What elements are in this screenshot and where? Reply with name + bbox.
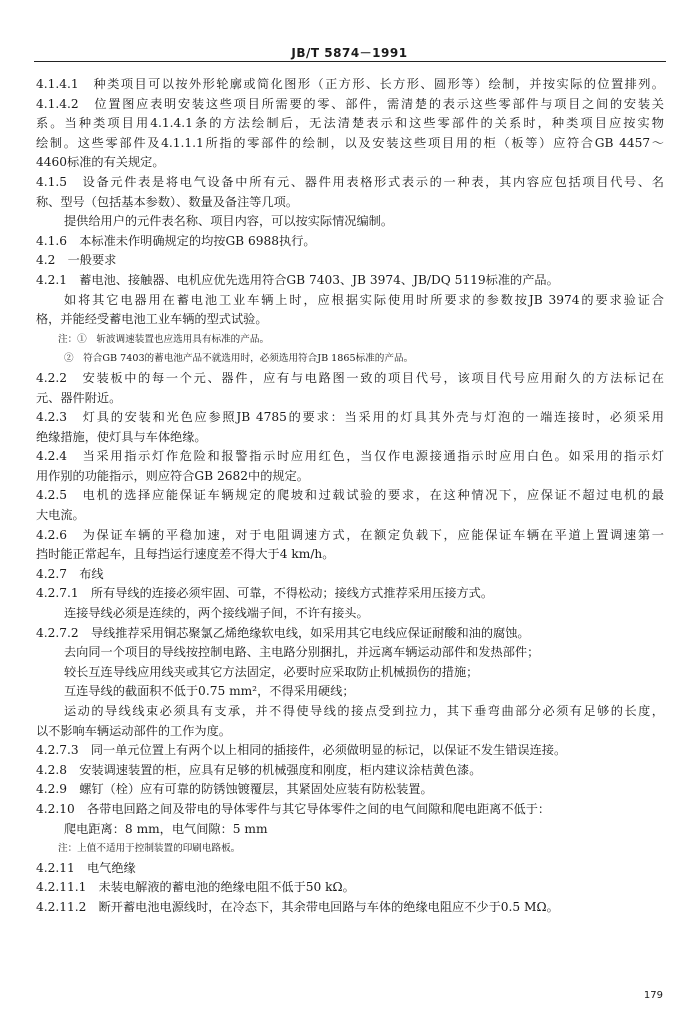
text-line: 大电流。 (36, 508, 85, 523)
text-line: 以不影响车辆运动部件的工作为度。 (36, 723, 231, 738)
text-line: 4.2 一般要求 (36, 253, 117, 268)
text-line: 4.2.10 各带电回路之间及带电的导体零件与其它导体零件之间的电气间隙和爬电距离不低于： (36, 801, 551, 816)
text-line: 4.2.4 当采用指示灯作危险和报警指示时应用红色，当仅作电源接通指示时应用白色。如采用的指示灯 (36, 449, 664, 464)
text-line: 互连导线的截面积不低于0.75 mm²，不得采用硬线； (64, 684, 355, 699)
text-line: 4.2.11.1 未装电解液的蓄电池的绝缘电阻不低于50 kΩ。 (36, 880, 355, 895)
text-line: 格，并能经受蓄电池工业车辆的型式试验。 (36, 312, 268, 327)
text-line: 挡时能正常起车，且每挡运行速度差不得大于4 km/h。 (36, 547, 335, 562)
text-line: 4.1.6 本标准未作明确规定的均按GB 6988执行。 (36, 233, 316, 248)
text-line: 系。当种类项目用4.1.4.1条的方法绘制后，无法清楚表示和这些零部件的关系时，种类项目应按实物 (36, 116, 664, 131)
text-line: 连接导线必须是连续的，两个接线端子间，不许有接头。 (64, 606, 369, 621)
text-line: 4.2.2 安装板中的每一个元、器件，应有与电路图一致的项目代号，该项目代号应用耐久的方法标记在 (36, 370, 664, 385)
text-line: 元、器件附近。 (36, 390, 122, 405)
text-line: 爬电距离：8 mm，电气间隙：5 mm (64, 821, 268, 836)
text-line: 4.2.7.3 同一单元位置上有两个以上相同的插接件，必须做明显的标记，以保证不发生错误连接。 (36, 743, 567, 758)
text-line: 绝缘措施，使灯具与车体绝缘。 (36, 429, 207, 444)
header-rule (34, 61, 666, 62)
text-line: ② 符合GB 7403的蓄电池产品不就选用时，必须选用符合JB 1865标准的产品。 (64, 353, 414, 365)
text-line: 4.2.8 安装调速装置的柜，应具有足够的机械强度和刚度，柜内建议涂桔黄色漆。 (36, 762, 482, 777)
text-line: 4.2.11.2 断开蓄电池电源线时，在冷态下，其余带电回路与车体的绝缘电阻应不少于0.5 MΩ。 (36, 899, 559, 914)
text-line: 4.2.11 电气绝缘 (36, 860, 136, 875)
text-line: 4.2.1 蓄电池、接触器、电机应优先选用符合GB 7403、JB 3974、JB/DQ 5119标准的产品。 (36, 272, 559, 287)
standard-header: JB/T 5874－1991 (291, 46, 408, 60)
text-line: 4.2.3 灯具的安装和光色应参照JB 4785的要求：当采用的灯具其外壳与灯泡的一端连接时，必须采用 (36, 410, 664, 425)
text-line: 提供给用户的元件表名称、项目内容，可以按实际情况编制。 (64, 214, 394, 229)
text-line: 注：上值不适用于控制装置的印刷电路板。 (58, 843, 241, 855)
text-line: 如将其它电器用在蓄电池工业车辆上时，应根据实际使用时所要求的参数按JB 3974的要求验证合 (64, 292, 664, 307)
text-line: 去向同一个项目的导线按控制电路、主电路分别捆扎，并远离车辆运动部件和发热部件； (64, 645, 540, 660)
text-line: 4460标准的有关规定。 (36, 155, 165, 170)
text-line: 4.2.7 布线 (36, 566, 104, 581)
text-line: 4.1.4.1 种类项目可以按外形轮廓或简化图形（正方形、长方形、圆形等）绘制，并按实际的位置排列。 (36, 77, 664, 91)
text-line: 较长互连导线应用线夹或其它方法固定，必要时应采取防止机械损伤的措施； (64, 664, 479, 679)
text-line: 绘制。这些零部件及4.1.1.1所指的零部件的绘制，以及安装这些项目用的柜（板等）应符合GB 4457～ (36, 135, 664, 150)
body-text (36, 75, 664, 918)
text-line: 注：① 斩波调速装置也应选用具有标准的产品。 (58, 333, 270, 345)
text-line: 4.2.9 螺钉（栓）应有可靠的防锈蚀镀覆层，其紧固处应装有防松装置。 (36, 782, 433, 797)
text-line: 4.2.7.1 所有导线的连接必须牢固、可靠，不得松动；接线方式推荐采用压接方式。 (36, 586, 494, 601)
text-line: 4.2.6 为保证车辆的平稳加速，对于电阻调速方式，在额定负载下，应能保证车辆在平道上置调速第一 (36, 527, 664, 542)
text-line: 4.2.5 电机的选择应能保证车辆规定的爬坡和过载试验的要求，在这种情况下，应保证不超过电机的最 (36, 488, 664, 503)
page-number: 179 (643, 990, 663, 1001)
text-line: 4.2.7.2 导线推荐采用铜芯聚氯乙烯绝缘软电线，如采用其它电线应保证耐酸和油的腐蚀。 (36, 625, 530, 640)
text-line: 4.1.4.2 位置图应表明安装这些项目所需要的零、部件，需清楚的表示这些零部件与项目之间的安装关 (36, 96, 664, 111)
text-line: 称、型号（包括基本参数）、数量及备注等几项。 (36, 194, 299, 209)
text-line: 用作别的功能指示，则应符合GB 2682中的规定。 (36, 468, 309, 483)
text-line: 4.1.5 设备元件表是将电气设备中所有元、器件用表格形式表示的一种表，其内容应包括项目代号、名 (36, 174, 664, 189)
text-line: 运动的导线线束必须具有支承，并不得使导线的接点受到拉力，其下垂弯曲部分必须有足够的长度， (64, 704, 664, 718)
